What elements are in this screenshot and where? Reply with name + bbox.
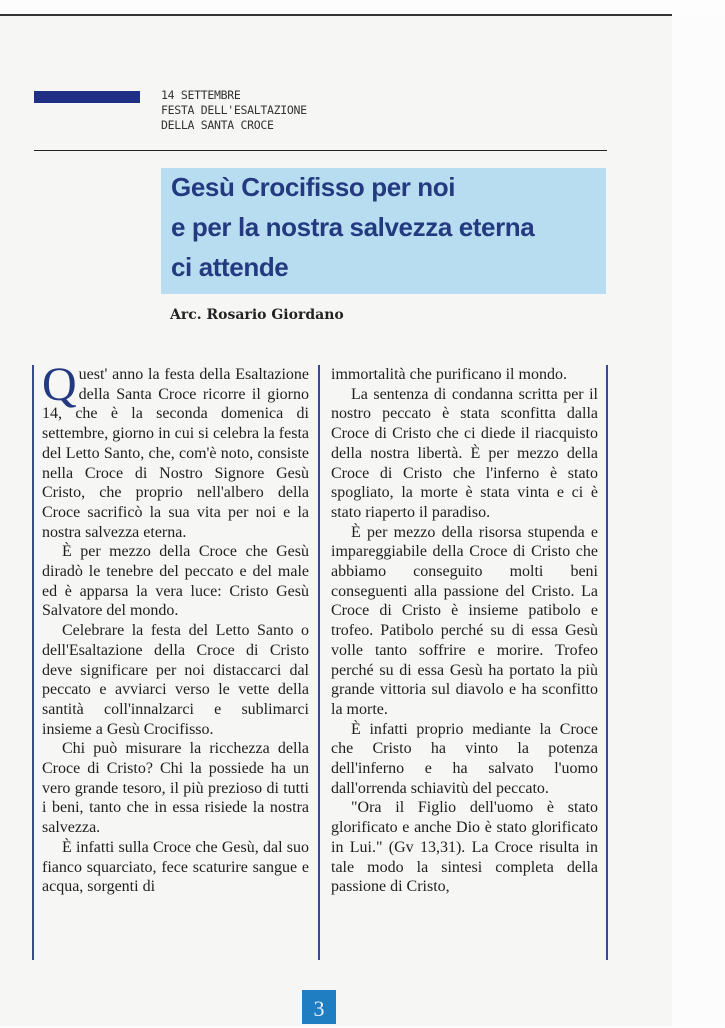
header-date: 14 SETTEMBRE (161, 88, 241, 102)
paragraph: È per mezzo della Croce che Gesù diradò le tenebre del peccato e del male ed è apparsa la vera luce: Cristo Gesù Salvatore del mondo. (42, 543, 309, 620)
article-column-1 (42, 358, 309, 897)
author-byline: Arc. Rosario Giordano (170, 307, 344, 323)
page-margin (672, 14, 725, 1024)
title-line-1: Gesù Crocifisso per noi (171, 172, 456, 202)
page-number: 3 (302, 990, 336, 1024)
column-rule-right (606, 365, 608, 960)
header-feast-name: DELLA SANTA CROCE (161, 118, 274, 132)
section-header (161, 88, 461, 133)
header-divider (34, 150, 607, 151)
paragraph: immortalità che purificano il mondo. (331, 366, 567, 383)
paragraph (42, 358, 309, 542)
drop-cap: Q (42, 358, 77, 411)
article-column-2 (331, 365, 598, 897)
column-rule-left (32, 365, 34, 960)
header-feast: FESTA DELL'ESALTAZIONE (161, 103, 307, 117)
title-line-3: ci attende (171, 252, 289, 282)
paragraph: Celebrare la festa del Letto Santo o dell'Esaltazione della Croce di Cristo deve significare per noi distaccarci dal peccato e avviarci verso le vette della santità coll'innalzarci e sublimarci insieme a Gesù Crocifisso. (42, 622, 309, 738)
column-rule-middle (318, 365, 320, 960)
paragraph: "Ora il Figlio dell'uomo è stato glorificato e anche Dio è stato glorificato in Lui." (Gv 13,31). La Croce risulta in tale modo la sintesi completa della passione di Cristo, (331, 799, 598, 896)
paragraph-text: uest' anno la festa della Esaltazione della Santa Croce ricorre il giorno 14, che è la seconda domenica di settembre, giorno in cui si celebra la festa del Letto Santo, che, com'è noto, consiste nella Croce di Nostro Signore Gesù Cristo, che proprio nell'albero della Croce sacrificò la sua vita per noi e la nostra salvezza eterna. (42, 366, 309, 541)
title-line-2: e per la nostra salvezza eterna (171, 212, 535, 242)
accent-bar (34, 91, 140, 103)
paragraph: Chi può misurare la ricchezza della Croce di Cristo? Chi la possiede ha un vero grande tesoro, il più prezioso di tutti i beni, tanto che in essa risiede la nostra salvezza. (42, 740, 309, 837)
paragraph: È infatti sulla Croce che Gesù, dal suo fianco squarciato, fece scaturire sangue e acqua, sorgenti di (42, 838, 309, 896)
paragraph: È per mezzo della risorsa stupenda e impareggiabile della Croce di Cristo che abbiamo conseguito molti beni conseguenti alla passione del Cristo. La Croce di Cristo è insieme patibolo e trofeo. Patibolo perché su di essa Gesù volle tanto soffrire e morire. Trofeo perché su di essa Gesù ha portato la più grande vittoria sul diavolo e ha sconfitto la morte. (331, 523, 598, 718)
paragraph: La sentenza di condanna scritta per il nostro peccato è stata sconfitta dalla Croce di Cristo che ci diede il riacquisto della nostra libertà. È per mezzo della Croce di Cristo che l'inferno è stato spogliato, la morte è stata vinta e ci è stato riaperto il paradiso. (331, 385, 598, 521)
paragraph: È infatti proprio mediante la Croce che Cristo ha vinto la potenza dell'inferno e ha salvato l'uomo dall'orrenda schiavitù del peccato. (331, 720, 598, 797)
